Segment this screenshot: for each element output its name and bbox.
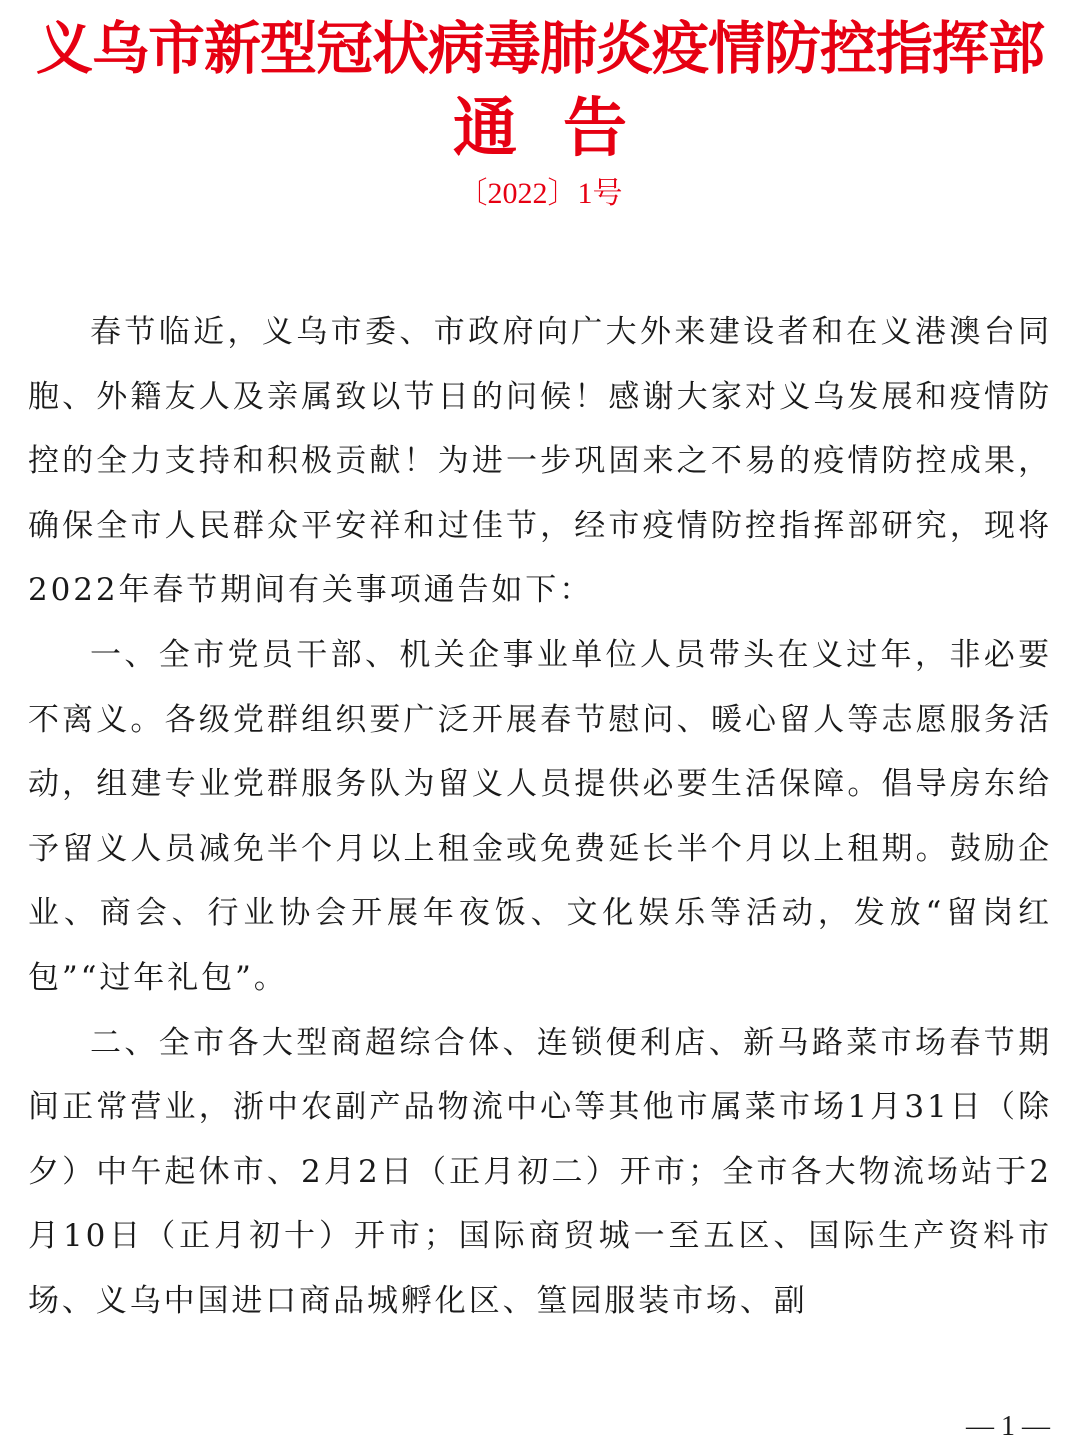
document-type-title: 通告 <box>453 91 673 166</box>
document-number: 〔2022〕1号 <box>457 177 623 210</box>
page-number: — 1 — <box>966 1411 1050 1442</box>
paragraph-item-2: 二、全市各大型商超综合体、连锁便利店、新马路菜市场春节期间正常营业，浙中农副产品物流中心等其他市属菜市场1月31日（除夕）中午起休市、2月2日（正月初二）开市；全市各大物流场站于2月10日（正月初十）开市；国际商贸城一至五区、国际生产资料市场、义乌中国进口商品城孵化区、篁园服装市场、副 <box>28 1024 1052 1319</box>
paragraph-intro: 春节临近，义乌市委、市政府向广大外来建设者和在义港澳台同胞、外籍友人及亲属致以节日的问候！感谢大家对义乌发展和疫情防控的全力支持和积极贡献！为进一步巩固来之不易的疫情防控成果，确保全市人民群众平安祥和过佳节，经市疫情防控指挥部研究，现将2022年春节期间有关事项通告如下： <box>28 314 1052 609</box>
document-body <box>28 300 1052 1334</box>
issuing-agency-title: 义乌市新型冠状病毒肺炎疫情防控指挥部 <box>36 15 1044 82</box>
paragraph-item-1: 一、全市党员干部、机关企事业单位人员带头在义过年，非必要不离义。各级党群组织要广泛开展春节慰问、暖心留人等志愿服务活动，组建专业党群服务队为留义人员提供必要生活保障。倡导房东给予留义人员减免半个月以上租金或免费延长半个月以上租期。鼓励企业、商会、行业协会开展年夜饭、文化娱乐等活动，发放“留岗红包”“过年礼包”。 <box>28 636 1052 996</box>
